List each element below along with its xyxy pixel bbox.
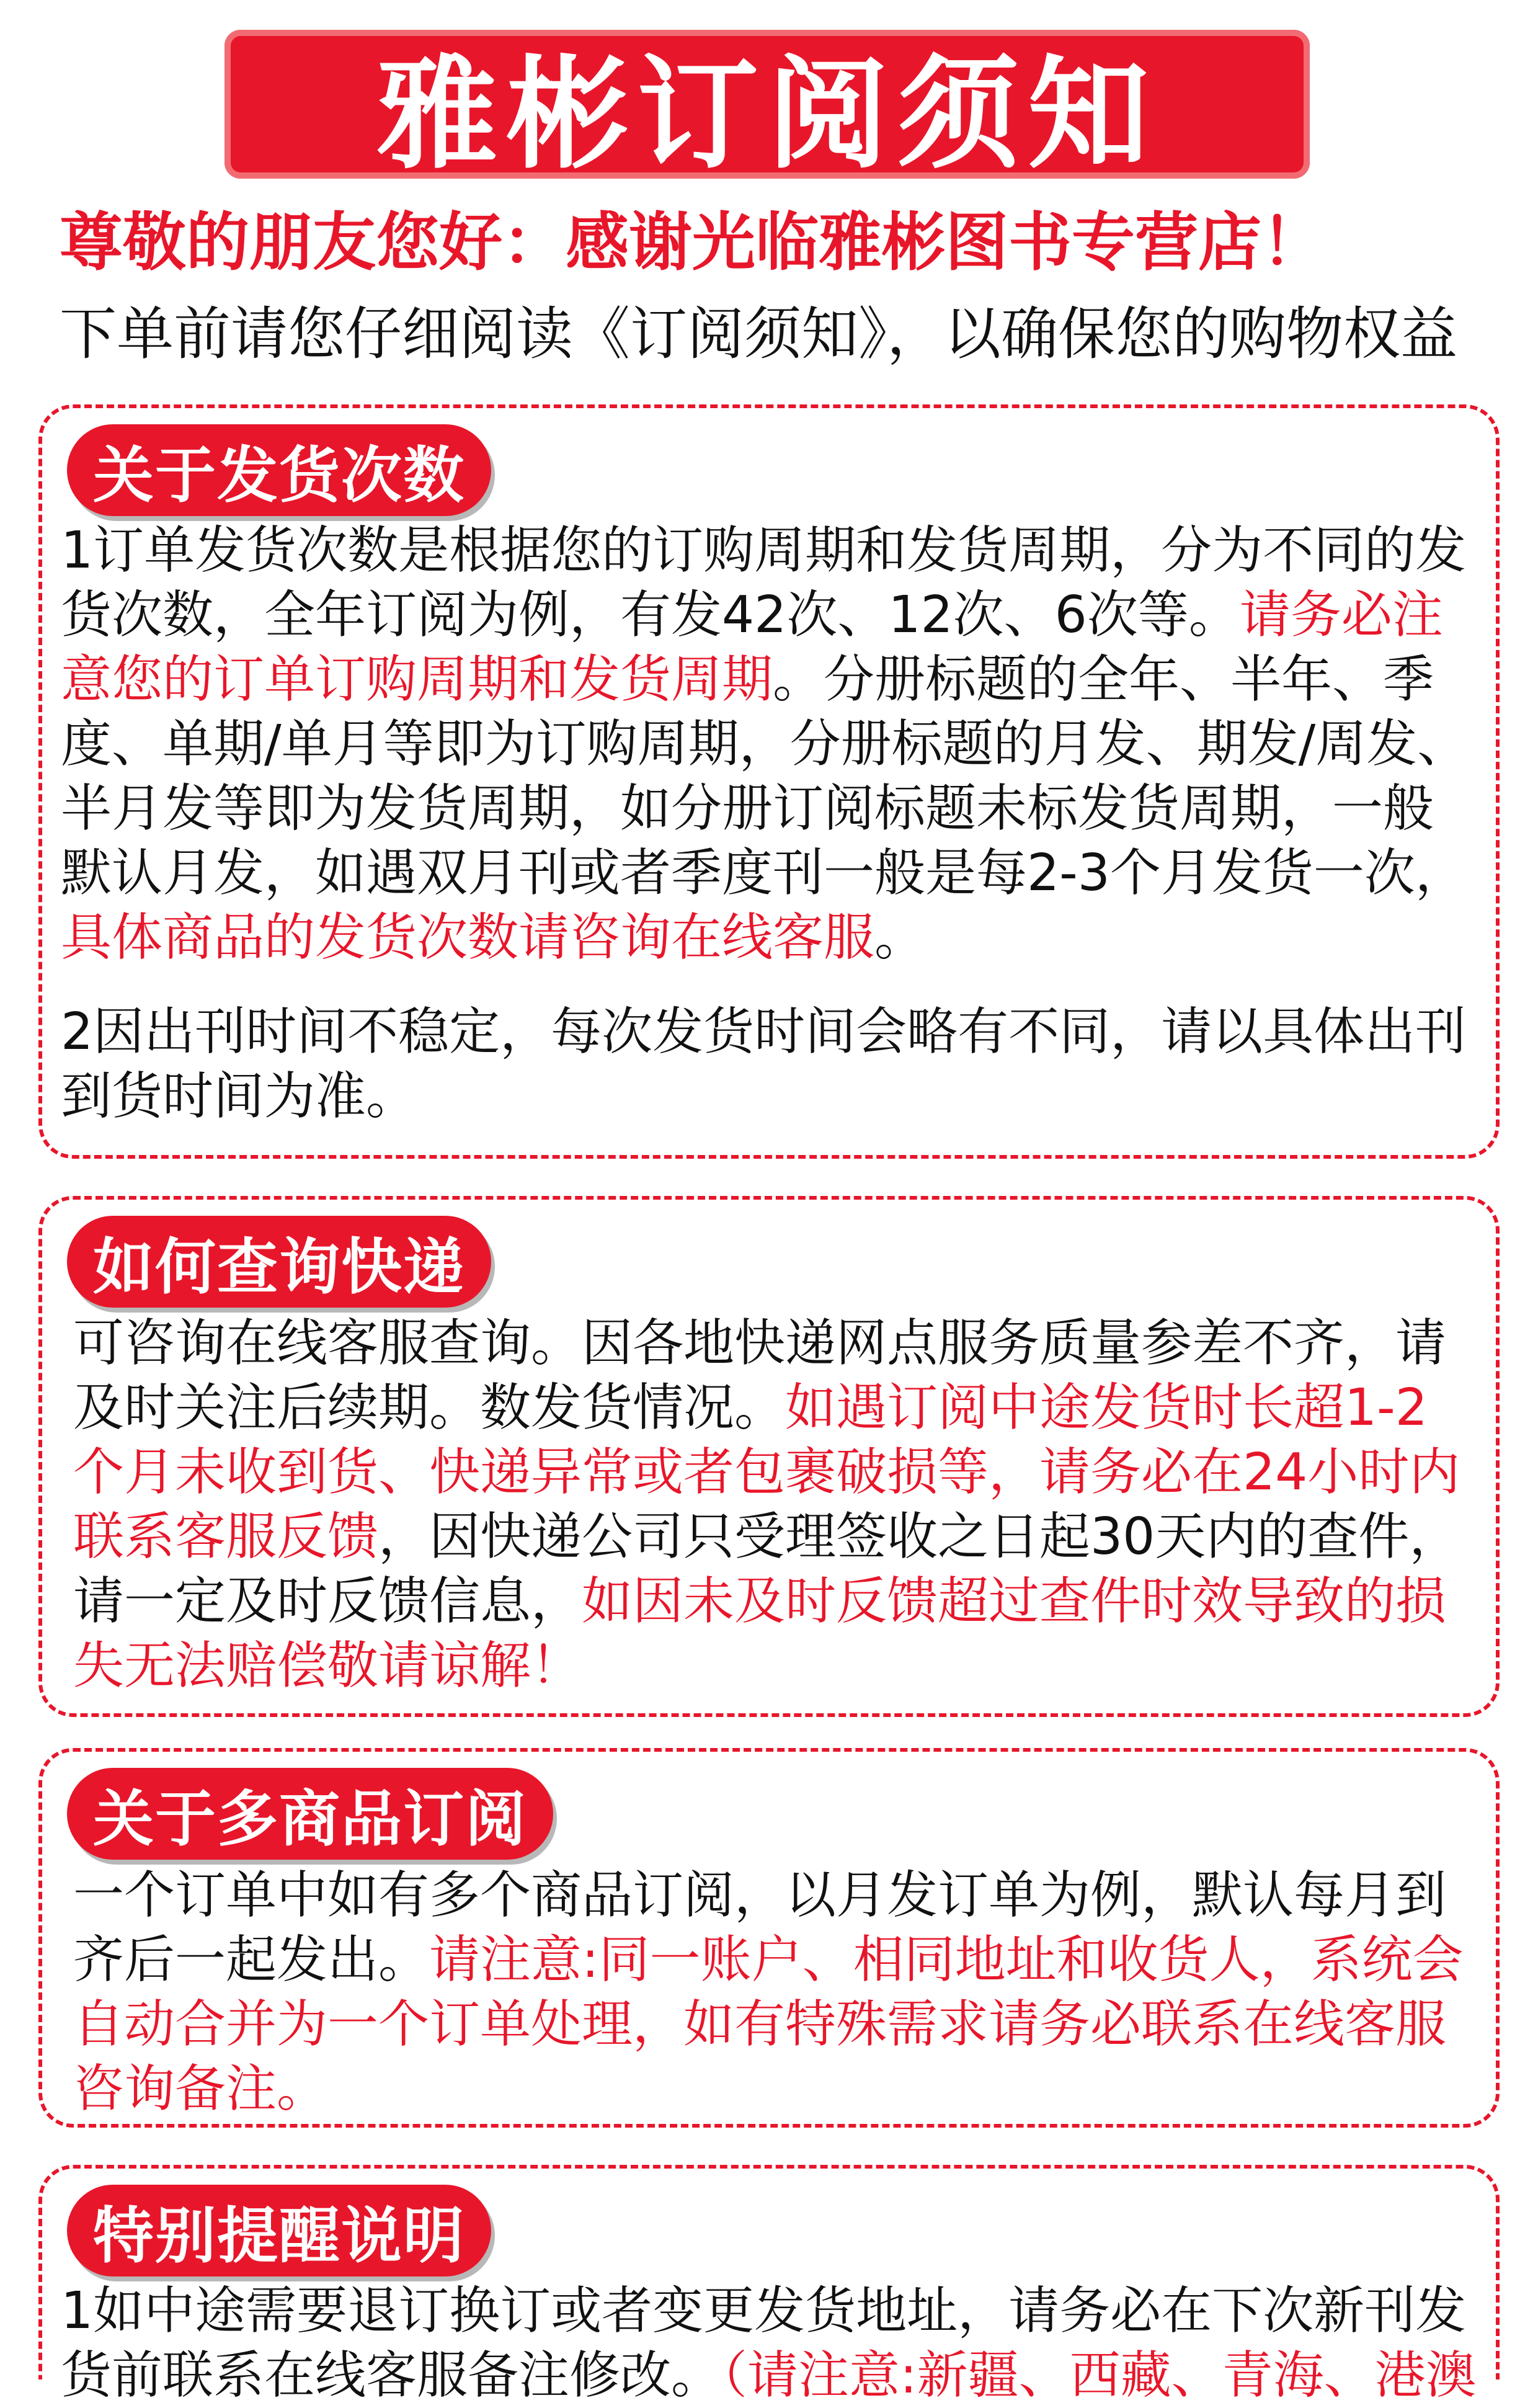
section-title: 如何查询快递 [93,1231,466,1303]
section-title-badge [67,1768,553,1860]
section-title-badge [67,424,491,516]
text-run: 1订单发货次数是根据您的订购周期和发货周期，分为不同的发货次数，全年订阅为例，有发42次、12次、6次等。 [61,521,1467,644]
section-body [73,1863,1477,2121]
highlight-text: 具体商品的发货次数请咨询在线客服 [61,908,875,967]
text-run: 一个订单中如有多个商品订阅，以月发订单为例，默认每月到齐后一起发出。 [73,1866,1447,1989]
text-run: 1如中途需要退订换订或者变更发货地址，请务必在下次新刊发货前联系在线客服备注修改。 [61,2281,1467,2405]
text-run: 。 [874,908,926,967]
highlight-text: （请注意:新疆、西藏、青海、港澳 [722,2346,1477,2405]
greeting-text: 尊敬的朋友您好：感谢光临雅彬图书专营店！ [60,206,1325,280]
section-title: 特别提醒说明 [93,2200,466,2272]
section-title-badge [67,2185,491,2276]
section-title: 关于发货次数 [93,440,466,511]
paragraph [73,1311,1477,1698]
section-express-query [38,1196,1500,1717]
highlight-text: 如遇订阅中途发货时长超1-2个月未收到货、快递异常或者包裹破损等，请务必在24小时内联系客服反馈 [73,1378,1460,1566]
text-run: ，因快递公司只受理签收之日起30天内的查件，请一定及时反馈信息， [73,1507,1460,1631]
section-body [61,519,1477,1129]
highlight-text: 请注意:同一账户、相同地址和收货人，系统会自动合并为一个订单处理，如有特殊需求请务必联系在线客服咨询备注。 [73,1930,1464,2118]
subtitle-text: 下单前请您仔细阅读《订阅须知》，以确保您的购物权益 [60,301,1458,367]
section-shipping-count [38,404,1500,1159]
paragraph: 2因出刊时间不稳定，每次发货时间会略有不同，请以具体出刊到货时间为准。 [61,1002,1467,1126]
section-special-notice [38,2165,1500,2405]
text-run: 可咨询在线客服查询。因各地快递网点服务质量参差不齐，请及时关注后续期。数发货情况。 [73,1314,1447,1437]
paragraph [61,2279,1477,2408]
page-title: 雅彬订阅须知 [376,44,1158,185]
highlight-text: 请务必注意您的订单订购周期和发货周期 [61,586,1443,709]
section-title: 关于多商品订阅 [93,1783,528,1855]
section-title-badge [67,1216,491,1308]
section-multi-product [38,1748,1500,2128]
paragraph [61,519,1477,970]
section-body [73,1311,1477,1698]
title-banner [224,30,1310,185]
section-body [61,2279,1477,2408]
text-run: 。分册标题的全年、半年、季度、单期/单月等即为订购周期，分册标题的月发、期发/周发、半月发等即为发货周期，如分册订阅标题未标发货周期，一般默认月发，如遇双月刊或者季度刊一般是每2-3个月发货一次， [61,650,1469,903]
paragraph [73,1863,1477,2121]
highlight-text: 如因未及时反馈超过查件时效导致的损失无法赔偿敬请谅解！ [73,1572,1447,1695]
